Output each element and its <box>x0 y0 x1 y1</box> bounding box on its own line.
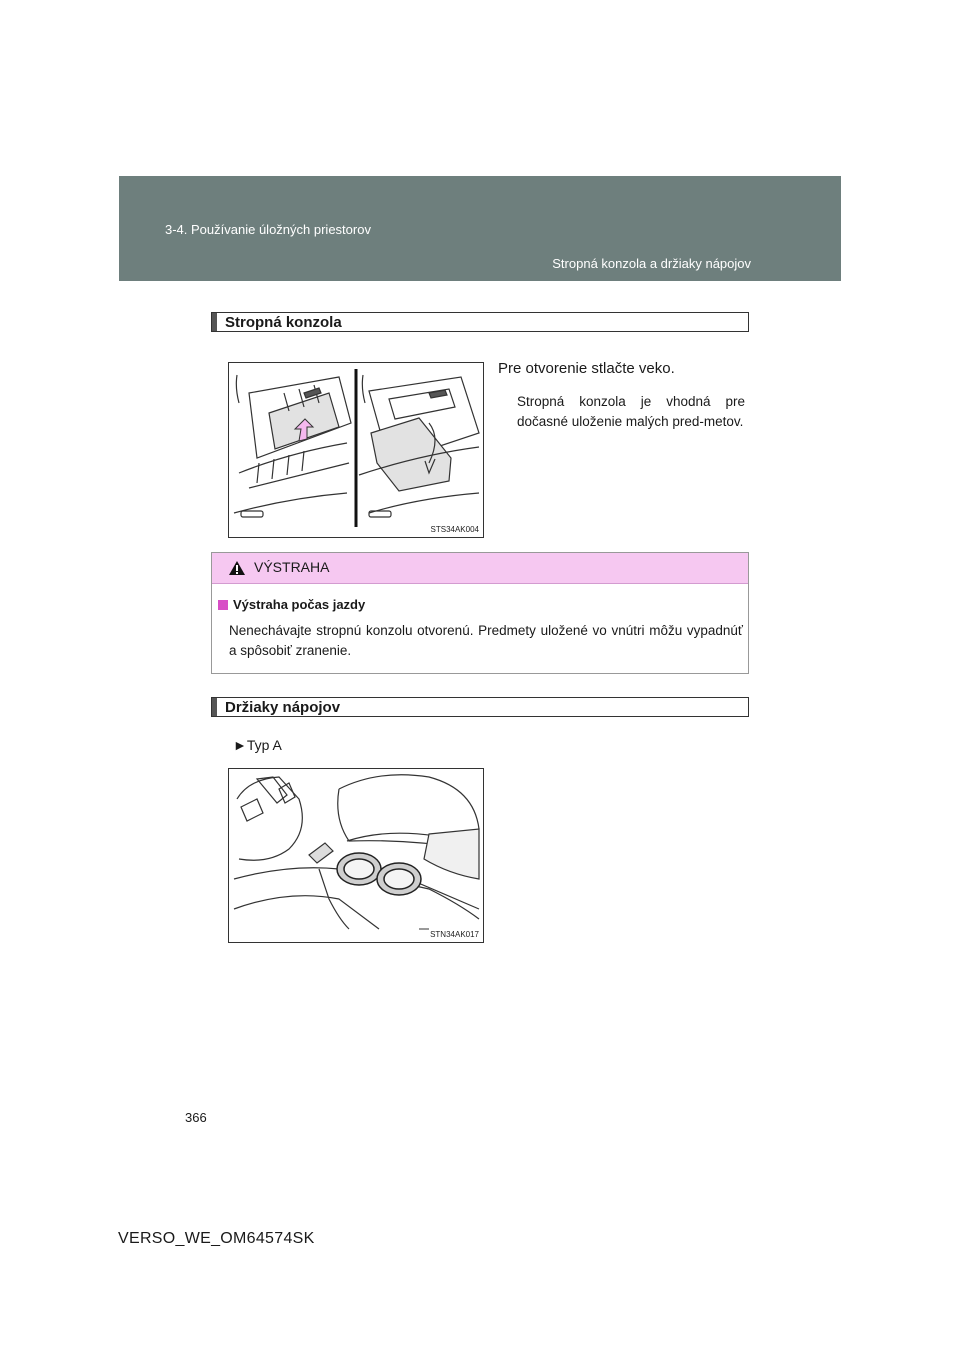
header-band <box>119 176 841 281</box>
section-title: Držiaky nápojov <box>225 699 341 716</box>
warning-label: VÝSTRAHA <box>254 559 330 575</box>
warning-subheading <box>218 597 365 612</box>
warning-box <box>211 552 749 674</box>
section-marker <box>212 698 217 716</box>
warning-header <box>212 553 748 584</box>
section-marker <box>212 313 217 331</box>
cup-holder-illustration <box>229 769 484 943</box>
figure-code: STS34AK004 <box>430 525 479 534</box>
warning-heading-text: Výstraha počas jazdy <box>233 597 366 612</box>
figure-code: STN34AK017 <box>430 930 479 939</box>
footer-document-code: VERSO_WE_OM64574SK <box>118 1230 315 1247</box>
page-number: 366 <box>185 1110 207 1125</box>
type-label: ►Typ A <box>233 737 282 753</box>
instruction-text: Pre otvorenie stlačte veko. <box>498 360 675 377</box>
warning-triangle-icon <box>228 560 246 576</box>
cup-holder-figure <box>228 768 484 943</box>
overhead-console-figure <box>228 362 484 538</box>
warning-text: Nenechávajte stropnú konzolu otvorenú. Predmety uložené vo vnútri môžu vypadnúť a spôsobiť zranenie. <box>229 623 743 658</box>
section-heading-overhead-console <box>211 312 749 332</box>
section-title: Stropná konzola <box>225 314 342 331</box>
section-heading-cup-holders <box>211 697 749 717</box>
section-subtitle: Stropná konzola a držiaky nápojov <box>552 256 751 271</box>
overhead-console-illustration <box>229 363 484 538</box>
bullet-square-icon <box>218 600 228 610</box>
description-text: Stropná konzola je vhodná pre dočasné uloženie malých pred-metov. <box>517 394 745 429</box>
chapter-title: 3-4. Používanie úložných priestorov <box>165 222 371 237</box>
